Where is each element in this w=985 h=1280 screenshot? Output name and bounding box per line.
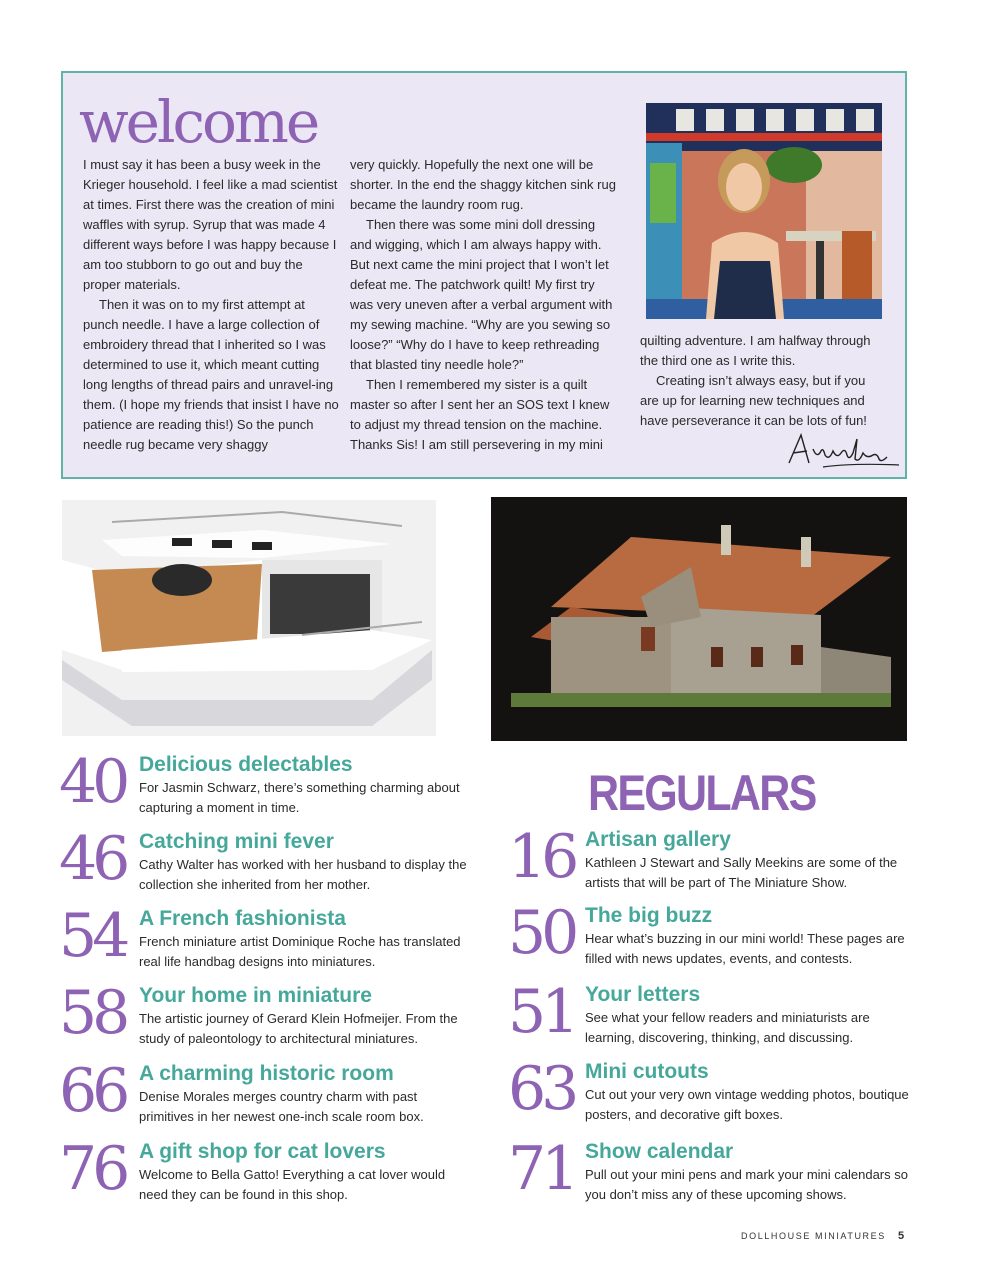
regular-page-number: 63 (508, 1054, 575, 1124)
article-description: The artistic journey of Gerard Klein Hofmeijer. From the study of paleontology to architectural miniatures. (139, 1011, 458, 1046)
welcome-paragraph: Creating isn’t always easy, but if you are up for learning new techniques and have perseverance it can be lots of fun! (640, 373, 867, 428)
regular-description: Cut out your very own vintage wedding photos, boutique posters, and decorative gift boxes. (585, 1087, 909, 1122)
welcome-column-3 (640, 331, 885, 431)
regular-description: Hear what’s buzzing in our mini world! These pages are filled with news updates, events, and contests. (585, 931, 905, 966)
article-page-number: 54 (59, 901, 126, 971)
regular-page-number: 71 (508, 1134, 575, 1204)
feature-article[interactable] (59, 747, 479, 821)
houseboat-photo (62, 500, 436, 736)
feature-article[interactable] (59, 1134, 479, 1208)
regular-description: Kathleen J Stewart and Sally Meekins are some of the artists that will be part of The Miniature Show. (585, 855, 898, 890)
farmhouse-illustration (491, 497, 907, 741)
article-description: For Jasmin Schwarz, there’s something charming about capturing a moment in time. (139, 780, 460, 815)
article-title[interactable]: A French fashionista (139, 907, 346, 930)
feature-article[interactable] (59, 1056, 479, 1130)
welcome-column-1 (83, 155, 341, 455)
welcome-paragraph: Then I remembered my sister is a quilt master so after I sent her an SOS text I knew to adjust my thread tension on the machine. Thanks Sis! I am still persevering in my mini (350, 377, 610, 452)
article-page-number: 40 (59, 747, 126, 817)
article-title[interactable]: Catching mini fever (139, 830, 334, 853)
editor-signature (783, 429, 903, 473)
feature-article[interactable] (59, 824, 479, 898)
page-number: 5 (897, 1230, 905, 1242)
regular-description: See what your fellow readers and miniaturists are learning, discovering, thinking, and discussing. (585, 1010, 870, 1045)
regular-department[interactable] (508, 822, 928, 896)
article-title[interactable]: A charming historic room (139, 1062, 394, 1085)
article-description: Denise Morales merges country charm with past primitives in her newest one-inch scale room box. (139, 1089, 424, 1124)
regular-department[interactable] (508, 1054, 928, 1128)
regulars-heading: REGULARS (588, 765, 816, 821)
article-page-number: 46 (59, 824, 126, 894)
regular-page-number: 50 (508, 898, 575, 968)
regular-title[interactable]: Your letters (585, 983, 701, 1006)
welcome-paragraph: Then there was some mini doll dressing and wigging, which I am always happy with. But next came the mini project that I won’t let defeat me. The patchwork quilt! My first try was very uneven after a verbal argument with my sewing machine. “Why are you sewing so loose?” “Why do I have to keep rethreading that blasted tiny needle hole?” (350, 217, 613, 372)
houseboat-illustration (62, 500, 436, 736)
welcome-paragraph: very quickly. Hopefully the next one will be shorter. In the end the shaggy kitchen sink rug became the laundry room rug. (350, 157, 616, 212)
page-footer (741, 1230, 904, 1242)
article-description: French miniature artist Dominique Roche has translated real life handbag designs into miniatures. (139, 934, 461, 969)
article-title[interactable]: A gift shop for cat lovers (139, 1140, 386, 1163)
signature-image (783, 429, 903, 473)
regular-department[interactable] (508, 1134, 928, 1208)
article-description: Welcome to Bella Gatto! Everything a cat lover would need they can be found in this shop. (139, 1167, 446, 1202)
editor-portrait-photo (646, 103, 882, 319)
article-title[interactable]: Delicious delectables (139, 753, 353, 776)
welcome-paragraph: I must say it has been a busy week in the Krieger household. I feel like a mad scientist at times. First there was the creation of mini waffles with syrup. Syrup that was made 4 different ways before I was happy because I am too stubborn to go out and buy the proper materials. (83, 157, 338, 292)
regular-title[interactable]: Show calendar (585, 1140, 734, 1163)
welcome-box (61, 71, 907, 479)
article-page-number: 76 (59, 1134, 126, 1204)
regular-description: Pull out your mini pens and mark your mini calendars so you don’t miss any of these upcoming shows. (585, 1167, 908, 1202)
welcome-paragraph: quilting adventure. I am halfway through the third one as I write this. (640, 333, 871, 368)
welcome-paragraph: Then it was on to my first attempt at punch needle. I have a large collection of embroidery thread that I inherited so I was determined to use it, which meant cutting long lengths of thread pairs and unravel-ing them. (I hope my friends that insist I have no patience are reading this!) So the punch needle rug became very shaggy (83, 297, 339, 452)
feature-article[interactable] (59, 901, 479, 975)
regular-title[interactable]: The big buzz (585, 904, 713, 927)
article-title[interactable]: Your home in miniature (139, 984, 372, 1007)
magazine-name: DOLLHOUSE MINIATURES (741, 1231, 886, 1241)
stone-farmhouse-photo (491, 497, 907, 741)
regular-department[interactable] (508, 898, 928, 972)
regular-title[interactable]: Mini cutouts (585, 1060, 709, 1083)
regular-title[interactable]: Artisan gallery (585, 828, 731, 851)
editor-portrait-illustration (646, 103, 882, 319)
feature-article[interactable] (59, 978, 479, 1052)
article-description: Cathy Walter has worked with her husband to display the collection she inherited from her mother. (139, 857, 467, 892)
welcome-title: welcome (79, 88, 318, 156)
regular-page-number: 51 (508, 977, 575, 1047)
regular-department[interactable] (508, 977, 928, 1051)
welcome-column-2 (350, 155, 620, 455)
regular-page-number: 16 (508, 822, 575, 892)
article-page-number: 66 (59, 1056, 126, 1126)
article-page-number: 58 (59, 978, 126, 1048)
